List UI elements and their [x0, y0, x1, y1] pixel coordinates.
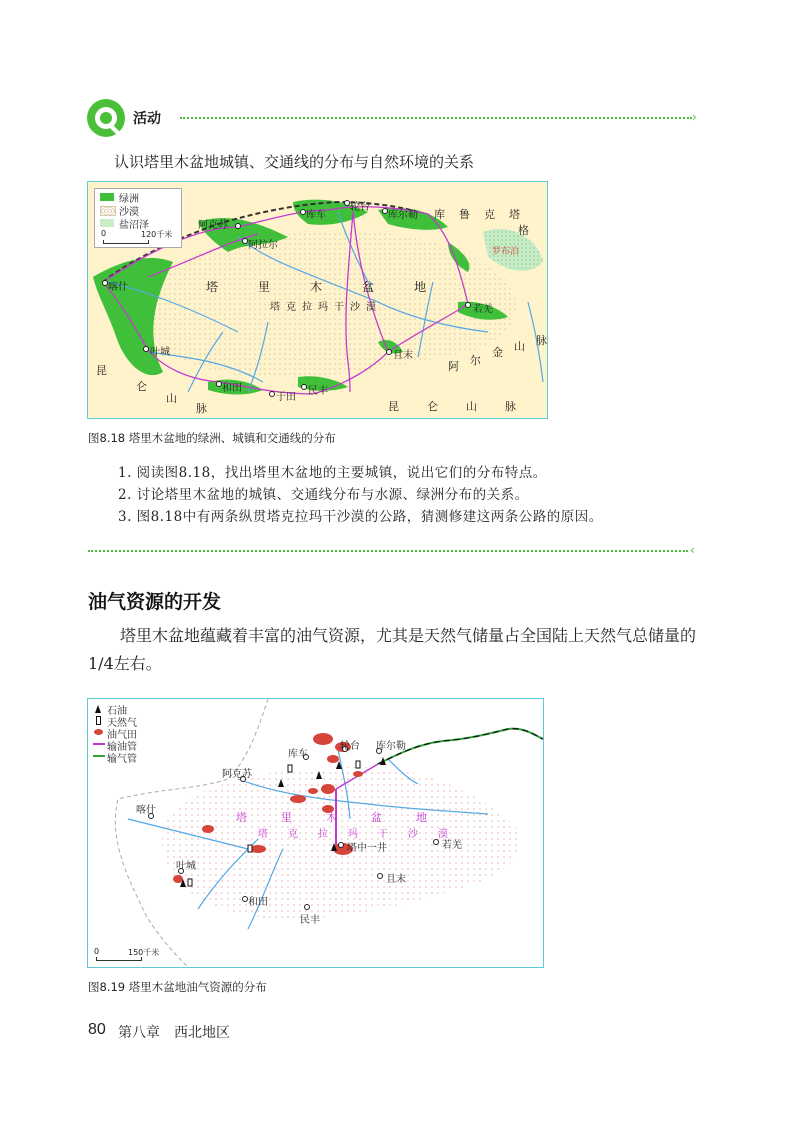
label-kunlun-right: 昆 仑 山 脉: [388, 400, 516, 413]
label-kuluketage-end: 格: [518, 224, 529, 237]
city2-yecheng: 叶城: [176, 861, 196, 872]
map2-legend: [91, 702, 159, 764]
activity-task-1: 1. 阅读图8.18，找出塔里木盆地的主要城镇，说出它们的分布特点。: [118, 465, 547, 481]
map2-scale-label: 150千米: [128, 948, 160, 957]
label-kuluketage: 库 鲁 克 塔: [434, 208, 520, 221]
city2-minfeng: 民丰: [300, 915, 320, 926]
label-taklamakan: 塔 克 拉 玛 干 沙 漠: [270, 302, 376, 313]
city2-kuqa: 库车: [288, 749, 308, 760]
scale-zero: 0: [101, 229, 107, 238]
legend-gas-pipeline-icon: [93, 755, 105, 757]
section-paragraph: 塔里木盆地蕴藏着丰富的油气资源，尤其是天然气储量占全国陆上天然气总储量的1/4左右。: [88, 626, 697, 673]
legend-label-oil-pipeline: 输油管: [107, 742, 137, 753]
legend-label-salt-marsh: 盐沼泽: [119, 220, 149, 231]
city2-korla: 库尔勒: [376, 741, 406, 752]
activity-logo-icon: [86, 98, 126, 138]
activity-bottom-divider: [88, 550, 688, 552]
city-alar: 阿拉尔: [248, 240, 278, 251]
map1-caption: 图8.18 塔里木盆地的绿洲、城镇和交通线的分布: [88, 431, 336, 445]
legend-oil-icon: [95, 705, 101, 713]
map2-label-tarim-basin: 塔 里 木 盆 地: [236, 811, 427, 824]
city2-aksu: 阿克苏: [222, 769, 252, 780]
city2-hotan: 和田: [248, 897, 268, 908]
city2-tazhong-1: 塔中一井: [347, 843, 387, 854]
legend-label-gas: 天然气: [107, 718, 137, 729]
scale-label: 120千米: [141, 230, 173, 239]
activity-task-list: [118, 462, 603, 528]
legend-label-oilfield: 油气田: [107, 730, 137, 741]
city-aksu: 阿克苏: [198, 220, 228, 231]
divider-arrow-end-icon: ‹: [690, 543, 695, 557]
map2-caption: 图8.19 塔里木盆地油气资源的分布: [88, 980, 267, 994]
city-kuqa: 库车: [306, 210, 326, 221]
section-heading: 油气资源的开发: [88, 591, 222, 613]
city2-ruoqiang: 若羌: [442, 840, 462, 851]
city2-qiemo: 且末: [386, 874, 406, 885]
activity-intro: 认识塔里木盆地城镇、交通线的分布与自然环境的关系: [114, 153, 475, 171]
city-korla: 库尔勒: [388, 210, 418, 221]
divider-arrow-icon: ›: [692, 110, 697, 124]
city-ruoqiang: 若羌: [473, 304, 493, 315]
legend-label-gas-pipeline: 输气管: [107, 754, 137, 765]
legend-label-oil: 石油: [107, 706, 127, 717]
activity-top-divider: [180, 117, 692, 119]
map2-label-taklamakan: 塔 克 拉 玛 干 沙 漠: [258, 829, 448, 840]
chapter-title: 第八章 西北地区: [118, 1025, 230, 1041]
city-qiemo: 且末: [393, 350, 413, 361]
page-number: 80: [88, 1021, 106, 1038]
legend-label-desert: 沙漠: [119, 207, 139, 218]
map2-scale-zero: 0: [94, 947, 100, 956]
legend-label-oasis: 绿洲: [119, 194, 139, 205]
map-oasis-towns-transport: [87, 181, 548, 419]
label-altun-mountains: 阿 尔 金 山 脉: [448, 334, 547, 373]
lake-lop-nur: 罗布泊: [492, 247, 520, 257]
city-kashgar: 喀什: [108, 282, 128, 293]
label-tarim-basin: 塔 里 木 盆 地: [206, 280, 427, 294]
city-yutian: 于田: [276, 392, 296, 403]
activity-task-2: 2. 讨论塔里木盆地的城镇、交通线分布与水源、绿洲分布的关系。: [118, 487, 529, 503]
legend-oilfield-icon: [94, 729, 103, 735]
map-oil-gas-resources: [87, 698, 544, 968]
city-hotan: 和田: [222, 383, 242, 394]
label-kunlun-left: 昆 仑 山 脉: [96, 364, 207, 415]
activity-title: 活动: [133, 111, 161, 127]
city2-luntai: 轮台: [340, 741, 360, 752]
city2-kashgar: 喀什: [136, 805, 156, 816]
city-luntai: 轮台: [350, 202, 370, 213]
city-yecheng: 叶城: [150, 347, 170, 358]
legend-gas-icon: [96, 716, 101, 725]
legend-oil-pipeline-icon: [93, 743, 105, 745]
city-minfeng: 民丰: [308, 386, 328, 397]
activity-task-3: 3. 图8.18中有两条纵贯塔克拉玛干沙漠的公路，猜测修建这两条公路的原因。: [118, 509, 603, 525]
